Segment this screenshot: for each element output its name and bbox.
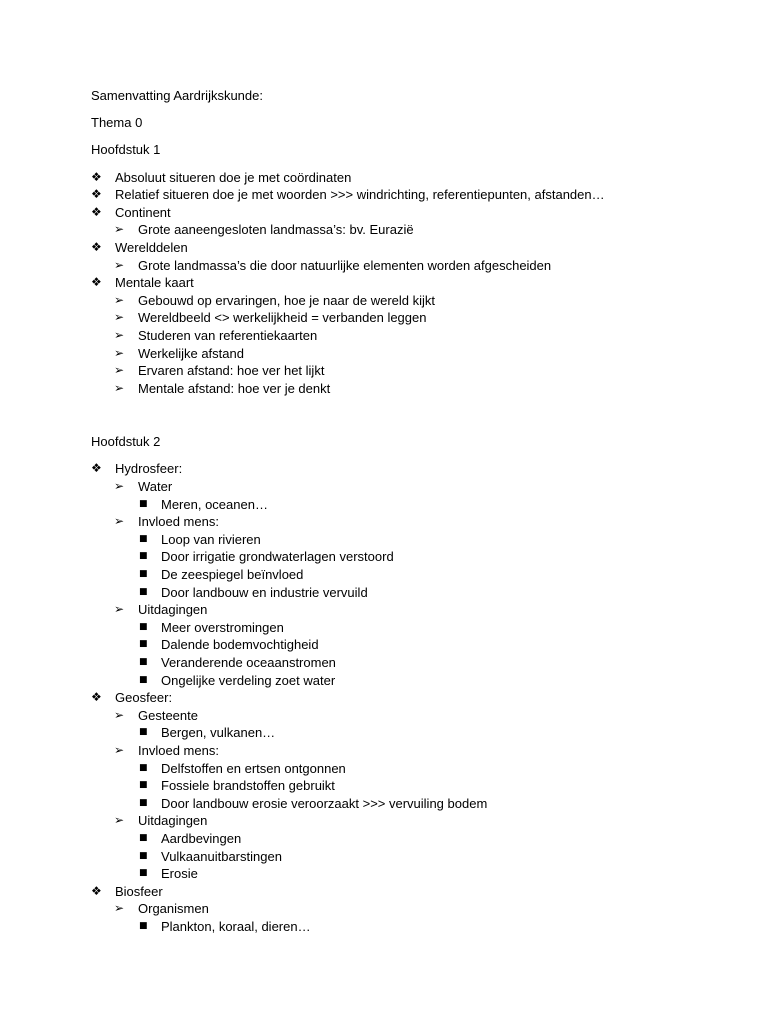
arrowhead-icon: ➢ <box>114 901 125 916</box>
square-bullet-icon: ■ <box>139 551 148 562</box>
list-item-label: Plankton, koraal, dieren… <box>161 918 311 934</box>
square-bullet-icon: ■ <box>139 850 148 861</box>
list-item-label: Wereldbeeld <> werkelijkheid = verbanden leggen <box>138 310 427 326</box>
arrowhead-icon: ➢ <box>114 310 125 325</box>
sub-list <box>91 257 768 275</box>
sub-list <box>91 221 768 239</box>
list-item-label: Biosfeer <box>115 883 163 899</box>
list-item-label: Bergen, vulkanen… <box>161 725 276 741</box>
arrowhead-icon: ➢ <box>114 257 125 272</box>
sub-list <box>91 830 768 883</box>
list-item-label: Continent <box>115 204 171 220</box>
list-item-label: Delfstoffen en ertsen ontgonnen <box>161 760 346 776</box>
chapter-2-section <box>91 433 768 935</box>
list-item <box>91 918 768 936</box>
list-item <box>91 812 768 830</box>
arrowhead-icon: ➢ <box>114 479 125 494</box>
list-item-label: Studeren van referentiekaarten <box>138 327 318 343</box>
list-item <box>91 460 768 478</box>
list-item-label: Relatief situeren doe je met woorden >>> windrichting, referentiepunten, afstanden… <box>115 187 605 203</box>
list-item <box>91 548 768 566</box>
theme-label: Thema 0 <box>91 115 143 131</box>
square-bullet-icon: ■ <box>139 868 148 879</box>
list-item-label: Absoluut situeren doe je met coördinaten <box>115 169 352 185</box>
list-item <box>91 309 768 327</box>
list-item-label: Meren, oceanen… <box>161 496 268 512</box>
list-item-label: Door landbouw erosie veroorzaakt >>> vervuiling bodem <box>161 795 488 811</box>
document-title: Samenvatting Aardrijkskunde: <box>91 88 263 103</box>
chapter-2-list <box>91 460 768 935</box>
diamond-cluster-icon: ❖ <box>91 461 102 476</box>
list-item <box>91 239 768 257</box>
list-item <box>91 566 768 584</box>
list-item-label: Vulkaanuitbarstingen <box>161 848 282 864</box>
list-item <box>91 707 768 725</box>
diamond-cluster-icon: ❖ <box>91 275 102 290</box>
list-item <box>91 724 768 742</box>
list-item <box>91 221 768 239</box>
list-item <box>91 900 768 918</box>
list-item <box>91 327 768 345</box>
square-bullet-icon: ■ <box>139 657 148 667</box>
list-item-label: Veranderende oceaanstromen <box>161 655 336 670</box>
list-item <box>91 865 768 883</box>
list-item-label: Invloed mens: <box>138 514 219 530</box>
list-item-label: Gesteente <box>138 707 198 723</box>
sub-list <box>91 478 768 689</box>
square-bullet-icon: ■ <box>139 727 148 738</box>
list-item <box>91 169 768 187</box>
list-item-label: Door irrigatie grondwaterlagen verstoord <box>161 549 394 565</box>
chapter-2-heading: Hoofdstuk 2 <box>91 434 161 450</box>
list-item-label: Werkelijke afstand <box>138 345 244 361</box>
arrowhead-icon: ➢ <box>114 602 125 617</box>
sub-list <box>91 619 768 689</box>
sub-list <box>91 918 768 936</box>
list-item <box>91 584 768 602</box>
list-item-label: Erosie <box>161 866 198 882</box>
arrowhead-icon: ➢ <box>114 380 125 395</box>
square-bullet-icon: ■ <box>139 832 148 843</box>
chapter-1-section <box>91 141 768 397</box>
square-bullet-icon: ■ <box>139 586 148 597</box>
square-bullet-icon: ■ <box>139 533 148 544</box>
diamond-cluster-icon: ❖ <box>91 690 102 705</box>
square-bullet-icon: ■ <box>139 762 148 773</box>
list-item <box>91 513 768 531</box>
arrowhead-icon: ➢ <box>114 514 125 529</box>
list-item <box>91 274 768 292</box>
list-item-label: Grote aaneengesloten landmassa’s: bv. Eurazië <box>138 222 414 238</box>
chapter-1-list <box>91 169 768 398</box>
list-item-label: Werelddelen <box>115 239 188 255</box>
list-item-label: Grote landmassa’s die door natuurlijke elementen worden afgescheiden <box>138 257 552 273</box>
list-item <box>91 742 768 760</box>
square-bullet-icon: ■ <box>139 498 148 509</box>
square-bullet-icon: ■ <box>139 920 148 931</box>
sub-list <box>91 900 768 935</box>
list-item-label: Ongelijke verdeling zoet water <box>161 672 336 688</box>
diamond-cluster-icon: ❖ <box>91 883 102 898</box>
list-item <box>91 672 768 690</box>
arrowhead-icon: ➢ <box>114 327 125 342</box>
arrowhead-icon: ➢ <box>114 345 125 360</box>
list-item <box>91 777 768 795</box>
chapter-1-heading: Hoofdstuk 1 <box>91 142 161 158</box>
list-item-label: Ervaren afstand: hoe ver het lijkt <box>138 363 325 379</box>
sub-list <box>91 531 768 601</box>
list-item-label: Organismen <box>138 901 209 917</box>
list-item-label: Meer overstromingen <box>161 619 284 635</box>
list-item <box>91 292 768 310</box>
list-item-label: Aardbevingen <box>161 830 242 846</box>
arrowhead-icon: ➢ <box>114 707 125 722</box>
diamond-cluster-icon: ❖ <box>91 239 102 254</box>
list-item <box>91 848 768 866</box>
list-item-label: Uitdagingen <box>138 602 208 618</box>
list-item <box>91 619 768 637</box>
list-item <box>91 760 768 778</box>
list-item <box>91 830 768 848</box>
list-item-label: Loop van rivieren <box>161 531 261 547</box>
list-item <box>91 636 768 654</box>
list-item-label: Gebouwd op ervaringen, hoe je naar de wereld kijkt <box>138 292 436 308</box>
list-item-label: Geosfeer: <box>115 690 173 706</box>
list-item <box>91 795 768 813</box>
section-spacer <box>91 397 768 433</box>
square-bullet-icon: ■ <box>139 674 148 685</box>
diamond-cluster-icon: ❖ <box>91 169 102 184</box>
list-item <box>91 345 768 363</box>
square-bullet-icon: ■ <box>139 797 148 808</box>
list-item <box>91 204 768 222</box>
list-item <box>91 186 768 204</box>
list-item <box>91 478 768 496</box>
sub-list <box>91 760 768 813</box>
arrowhead-icon: ➢ <box>114 292 125 307</box>
arrowhead-icon: ➢ <box>114 742 125 757</box>
list-item <box>91 883 768 901</box>
list-item <box>91 496 768 514</box>
list-item <box>91 531 768 549</box>
square-bullet-icon: ■ <box>139 639 148 650</box>
list-item <box>91 601 768 619</box>
list-item <box>91 257 768 275</box>
list-item-label: Water <box>138 479 173 495</box>
list-item-label: Mentale kaart <box>115 275 194 291</box>
list-item <box>91 362 768 380</box>
list-item-label: Fossiele brandstoffen gebruikt <box>161 778 335 794</box>
list-item-label: Invloed mens: <box>138 742 219 758</box>
square-bullet-icon: ■ <box>139 780 148 791</box>
list-item <box>91 689 768 707</box>
diamond-cluster-icon: ❖ <box>91 187 102 202</box>
list-item <box>91 380 768 398</box>
list-item-label: Mentale afstand: hoe ver je denkt <box>138 380 331 396</box>
sub-list <box>91 292 768 398</box>
square-bullet-icon: ■ <box>139 569 148 580</box>
sub-list <box>91 496 768 514</box>
list-item-label: Door landbouw en industrie vervuild <box>161 584 368 600</box>
list-item-label: De zeespiegel beïnvloed <box>161 567 304 583</box>
diamond-cluster-icon: ❖ <box>91 204 102 219</box>
sub-list <box>91 724 768 742</box>
list-item-label: Uitdagingen <box>138 813 208 829</box>
arrowhead-icon: ➢ <box>114 222 125 237</box>
list-item <box>91 654 768 672</box>
square-bullet-icon: ■ <box>139 621 148 632</box>
arrowhead-icon: ➢ <box>114 813 125 828</box>
list-item-label: Hydrosfeer: <box>115 461 183 477</box>
list-item-label: Dalende bodemvochtigheid <box>161 637 319 653</box>
sub-list <box>91 707 768 883</box>
arrowhead-icon: ➢ <box>114 363 125 378</box>
